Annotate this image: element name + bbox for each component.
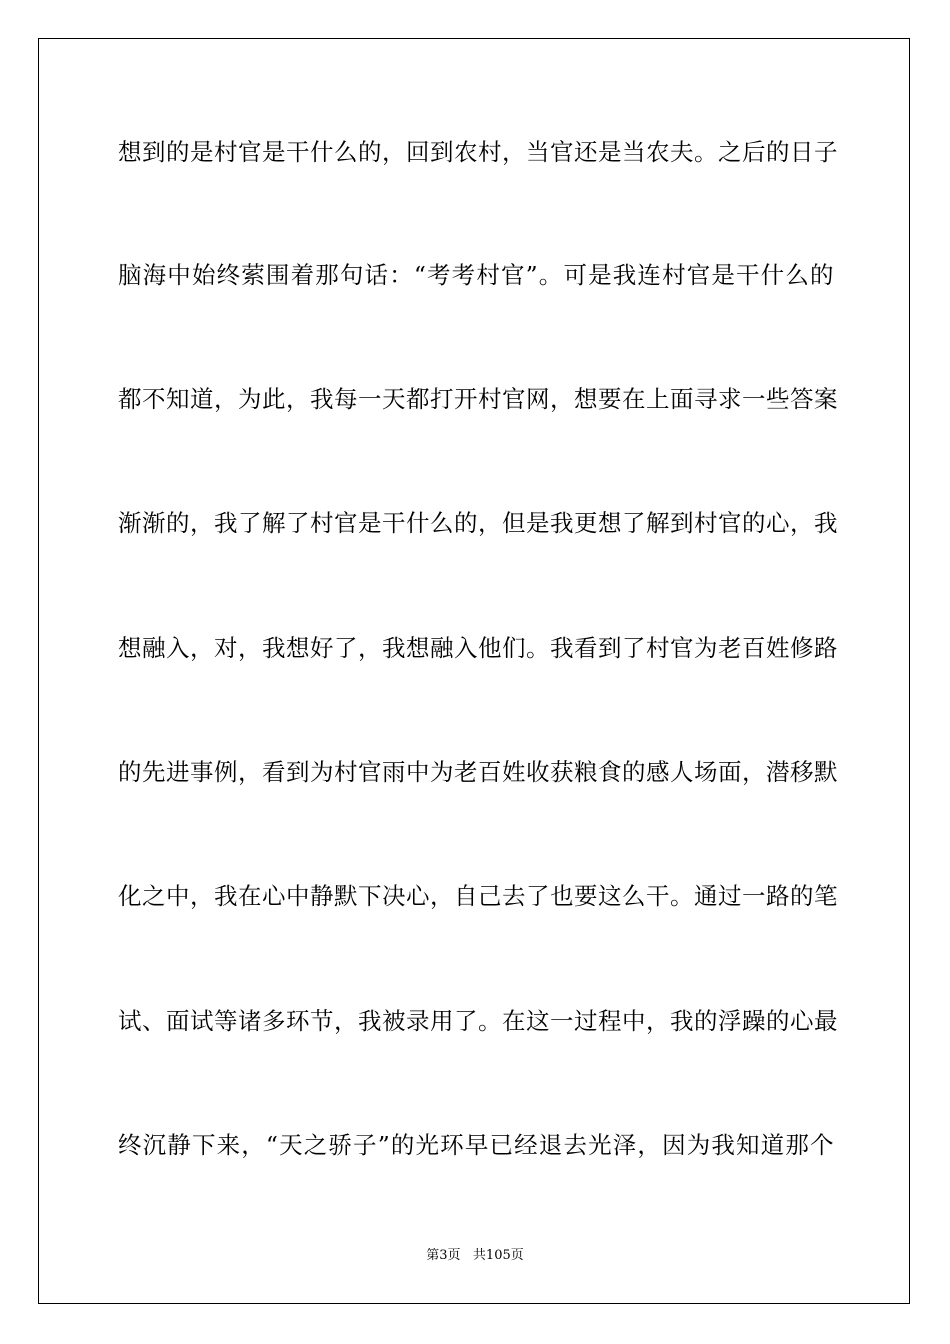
text-line-5: 想融入，对，我想好了，我想融入他们。我看到了村官为老百姓修路 xyxy=(118,634,838,662)
page-number: 第3页 xyxy=(426,1248,461,1263)
text-line-2: 脑海中始终萦围着那句话：“考考村官”。可是我连村官是干什么的 xyxy=(118,261,834,289)
text-line-9: 终沉静下来，“天之骄子”的光环早已经退去光泽，因为我知道那个 xyxy=(118,1131,834,1159)
page-total: 共105页 xyxy=(472,1248,524,1263)
text-line-8: 试、面试等诸多环节，我被录用了。在这一过程中，我的浮躁的心最 xyxy=(118,1007,838,1035)
text-line-1: 想到的是村官是干什么的，回到农村，当官还是当农夫。之后的日子 xyxy=(118,138,838,166)
text-line-7: 化之中，我在心中静默下决心，自己去了也要这么干。通过一路的笔 xyxy=(118,882,838,910)
text-line-3: 都不知道，为此，我每一天都打开村官网，想要在上面寻求一些答案 xyxy=(118,385,838,413)
page-border xyxy=(38,38,910,1304)
page-footer xyxy=(0,1247,950,1265)
text-line-4: 渐渐的，我了解了村官是干什么的，但是我更想了解到村官的心，我 xyxy=(118,509,838,537)
text-line-6: 的先进事例，看到为村官雨中为老百姓收获粮食的感人场面，潜移默 xyxy=(118,758,838,786)
